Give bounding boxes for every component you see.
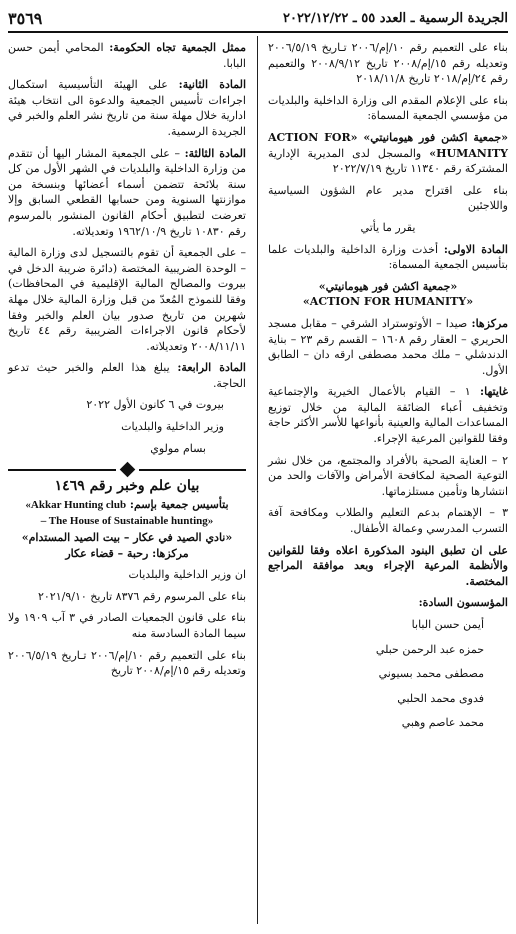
article-4-title: المادة الرابعة: <box>177 361 246 375</box>
article-2-title: المادة الثانية: <box>178 78 246 92</box>
column-divider <box>257 36 258 924</box>
notice-subtitle <box>8 497 246 514</box>
notice-subtitle-arabic: بتأسيس جمعية بإسم: <box>129 497 229 511</box>
diamond-ornament-icon <box>119 462 135 478</box>
right-column <box>268 40 508 740</box>
association-registration <box>268 130 508 177</box>
minister-line: ان وزير الداخلية والبلديات <box>128 568 246 582</box>
article-2-text: على الهيئة التأسيسية استكمال اجراءات تأسيس الجمعية والدعوة الى انتخاب هيئة ادارية خلال مهلة سنة من تاريخ نشر العلم والخبر في الجريدة الرسمية. <box>8 78 246 138</box>
headquarters-text: صيدا – الأوتوستراد الشرقي – مقابل مسجد الحريري – العقار رقم ١٦٠٨ – القسم رقم ٢٣ – بناية الدندشلي – ملك محمد مصطفى ارقه دان – الطابق الأول. <box>268 316 509 377</box>
goal-3: ٣ – الإهتمام بدعم التعليم والطلاب ومكافحة آفة التسرب المدرسي وعمالة الأطفال. <box>268 506 508 536</box>
headquarters-title: مركزها: <box>471 316 508 330</box>
article-4 <box>8 360 246 391</box>
representative-title: ممثل الجمعية تجاه الحكومة: <box>109 41 246 54</box>
circular-reference: بناء على التعميم رقم ١٠/إم/٢٠٠٦ تـاريخ ٢٠٠٦/٥/١٩ وتعديله رقم ١٥/إم/٢٠٠٨ تاريخ ٢٠٠٨/٩/١٢ والتعميم رقم ٢٤/إم/٢٠١٨ تاريخ ٢٠١٨/١١/٨ <box>268 41 508 86</box>
notice-reference: بناء على الإعلام المقدم الى وزارة الداخلية والبلديات من مؤسسي الجمعية المسماة: <box>268 93 508 123</box>
article-3-tax: – على الجمعية أن تقوم بالتسجيل لدى وزارة المالية – الوحدة الضريبية المختصة (دائرة ضريبة الدخل في بيروت والمصالح المالية الإقليمية في المحافظات) وفقا للنموذج المُعدّ من قبل وزارة المالية خلال مهلة شهرين من تاريخ صدور بيان العلم والخبر وفقا لأحكام قانون الاجراءات الضريبية رقم ٤٤ تاريخ ٢٠٠٨/١١/١١ وتعديلاته. <box>8 246 246 353</box>
registration-text: والمسجل لدى المديرية الإدارية المشتركة رقم ١١٣٤٠ تاريخ ٢٠٢٢/٧/١٩ <box>268 146 508 176</box>
founder-name: حمزه عبد الرحمن حبلي <box>375 642 484 656</box>
notice-subtitle-english: «Akkar Hunting club <box>25 498 127 511</box>
founder-name: فدوى محمد الحلبي <box>397 691 484 705</box>
minister-title: وزير الداخلية والبلديات <box>121 420 224 434</box>
founder-name: مصطفى محمد بسيوني <box>378 667 484 681</box>
circular-reference-2: بناء على التعميم رقم ١٠/إم/٢٠٠٦ تـاريخ ٢٠٠٦/٥/١٩ وتعديله رقم ١٥/إم/٢٠٠٨ تاريخ <box>8 648 246 678</box>
article-1-text: أخذت وزارة الداخلية والبلديات علما بتأسيس الجمعية المسماة: <box>268 242 508 272</box>
law-reference: بناء على قانون الجمعيات الصادر في ٣ آب ١٩٠٩ ولا سيما المادة السادسة منه <box>8 611 246 640</box>
section-divider <box>8 464 246 475</box>
representative-text: المحامي أيمن حسن البابا. <box>8 41 246 70</box>
compliance-clause: على ان تطبق البنود المذكورة اعلاه وفقا للقوانين والأنظمة المرعية الإجراء وبعد موافقة المراجع المختصة. <box>268 543 508 588</box>
goal-1-text: ١ – القيام بالأعمال الخيرية والإجتماعية وتخفيف أعباء الضائقة المالية من خلال توزيع المساعدات المالية والعينية بأنواعها للأسر الأكثر حاجة وفقا للقوانين المرعية الإجراء. <box>268 385 508 446</box>
founders-title: المؤسسون السادة: <box>418 596 508 610</box>
minister-signature: بسام مولوي <box>150 441 206 455</box>
notice-headquarters: مركزها: رحبة – قضاء عكار <box>65 546 189 560</box>
article-1 <box>268 242 508 273</box>
goal-2: ٢ – العناية الصحية بالأفراد والمجتمع، من خلال نشر التوعية الصحية لمكافحة الأمراض والآفات والحد من انتشارها وتأمين مستلزماتها. <box>268 453 508 498</box>
decision-heading: يقرر ما يأتي <box>360 220 416 234</box>
decree-reference: بناء على المرسوم رقم ٨٣٧٦ تاريخ ٢٠٢١/٩/١٠ <box>37 589 246 603</box>
association-quoted-name: «جمعية اكشن فور هيومانيتي» «ACTION FOR HUMANITY» <box>268 130 509 160</box>
gazette-title: الجريدة الرسمية ـ العدد ٥٥ ـ ٢٠٢٢/١٢/٢٢ <box>282 10 508 26</box>
founders-list <box>268 617 508 731</box>
association-name-arabic: «جمعية اكشن فور هيومانيتي» <box>318 279 458 293</box>
article-3 <box>8 146 246 240</box>
headquarters <box>268 316 508 378</box>
founder-name: محمد عاصم وهبي <box>401 716 484 730</box>
article-4-text: يبلغ هذا العلم والخبر حيث تدعو الحاجة. <box>8 361 246 390</box>
notice-subtitle-english-2: – The House of Sustainable hunting» <box>40 515 214 528</box>
article-1-title: المادة الاولى: <box>443 242 508 256</box>
notice-association-name: «نادي الصيد في عكار – بيت الصيد المستدام» <box>21 531 233 545</box>
association-name-english: «ACTION FOR HUMANITY» <box>302 295 474 309</box>
goal-1 <box>268 384 508 446</box>
article-3-title: المادة الثالثة: <box>184 146 246 160</box>
founder-name: أيمن حسن البابا <box>411 618 484 631</box>
page-number: ٣٥٦٩ <box>8 8 43 28</box>
notice-title: بيان علم وخبر رقم ١٤٦٩ <box>54 478 200 495</box>
page-header <box>8 5 508 33</box>
issue-date: بيروت في ٦ كانون الأول ٢٠٢٢ <box>86 398 224 412</box>
government-representative <box>8 40 246 71</box>
article-3-text: – على الجمعية المشار اليها أن تتقدم من وزارة الداخلية والبلديات في الشهر الأول من كل سنة بلائحة تتضمن أسماء أعضائها وبنسخة من موازنتها السنوية ومن حسابها القطعي السابق وإلا تعرضت لتطبيق أحكام القانون المنشور بالمرسوم رقم ١٠٨٣٠ تاريخ ١٩٦٢/١٠/٩ وتعديلاته. <box>8 146 246 238</box>
left-column <box>8 40 246 685</box>
goals-title: غايتها: <box>480 385 509 399</box>
proposal-reference: بناء على اقتراح مدير عام الشؤون السياسية واللاجئين <box>268 183 508 213</box>
article-2 <box>8 77 246 139</box>
